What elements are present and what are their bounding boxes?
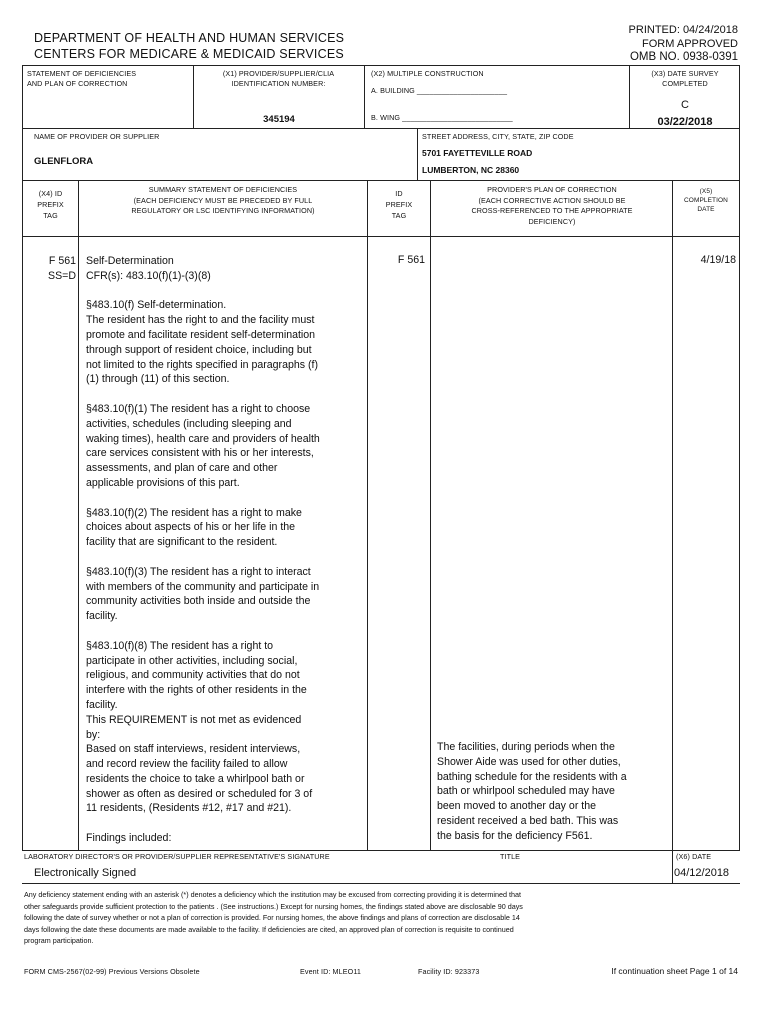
- right-border: [739, 65, 740, 850]
- signature-date-divider: [672, 850, 673, 883]
- building-label: A. BUILDING ______________________: [371, 86, 508, 95]
- signature-date-label: (X6) DATE: [676, 852, 712, 861]
- title-label: TITLE: [500, 852, 521, 861]
- x1-label: (X1) PROVIDER/SUPPLIER/CLIA IDENTIFICATION NUMBER:: [222, 69, 335, 88]
- plan-of-correction: The facilities, during periods when the Shower Aide was used for other duties, bathing schedule for the residents with a bath or whirlpool scheduled may have been moved to another day or the resident received a bed bath. This was the basis for the deficiency F561.: [437, 741, 627, 842]
- deficiency-tag: [26, 254, 76, 284]
- omb-number: OMB NO. 0938-0391: [629, 51, 738, 63]
- provider-number: 345194: [263, 114, 295, 125]
- provider-name: GLENFLORA: [34, 156, 94, 167]
- summary-statement: Self-Determination CFR(s): 483.10(f)(1)-(3)(8) §483.10(f) Self-determination. The resident has the right to and the facility must promote and facilitate resident self-determination through support of resident choice, including but not limited to the rights specified in paragraphs (f) (1) through (11) of this section. §483.10(f)(1) The resident has a right to choose activities, schedules (including sleeping and waking times), health care and providers of health care services consistent with his or her interests, assessments, and plan of care and other applicable provisions of this part. §483.10(f)(2) The resident has a right to make choices about aspects of his or her life in the facility that are significant to the resident. §483.10(f)(3) The resident has a right to interact with members of the community and participate in community activities both inside and outside the facility. §483.10(f)(8) The resident has a right to participate in other activities, including social, religious, and community activities that do not interfere with the rights of other residents in the facility. This REQUIREMENT is not met as evidenced by: Based on staff interviews, resident interviews, and record review the facility failed to allow residents the choice to take a whirlpool bath or shower as often as desired or scheduled for 3 of 11 residents, (Residents #12, #17 and #21). Findings included:: [86, 255, 320, 845]
- form-approved: FORM APPROVED: [642, 37, 738, 50]
- summary-column-header: SUMMARY STATEMENT OF DEFICIENCIES (EACH DEFICIENCY MUST BE PRECEDED BY FULL REGULATORY OR LSC IDENTIFYING INFORMATION): [131, 185, 315, 215]
- id-prefix-tag: F 561: [397, 254, 425, 266]
- info-top-border: [22, 65, 740, 66]
- agency-header: [34, 30, 344, 62]
- address-divider: [417, 128, 418, 180]
- column-header-border: [22, 236, 740, 237]
- agency-line-2: CENTERS FOR MEDICARE & MEDICAID SERVICES: [34, 47, 344, 61]
- x2-label: (X2) MULTIPLE CONSTRUCTION: [371, 69, 484, 78]
- address-line-2: LUMBERTON, NC 28360: [422, 165, 520, 175]
- x5-column-header: (X5) COMPLETION DATE: [684, 188, 728, 213]
- event-id: Event ID: MLEO11: [300, 967, 361, 976]
- disclaimer-text: Any deficiency statement ending with an asterisk (*) denotes a deficiency which the institution may be excused from correcting providing it is determined that other safeguards provide sufficient protection to the patients . (See instructions.) Except for nursing homes, the findings stated above are disclosable 90 days following the date of survey whether or not a plan of correction is provided. For nursing homes, the above findings and plans of correction are disclosable 14 days following the date these documents are made available to the facility. If deficiencies are cited, an approved plan of correction is requisite to continued program participation.: [24, 890, 523, 945]
- signature-top-border: [22, 850, 740, 851]
- tag-value: F 561: [48, 255, 76, 267]
- left-border: [22, 65, 23, 850]
- survey-type-code: C: [681, 99, 689, 111]
- signature-value: Electronically Signed: [34, 867, 137, 879]
- plan-column-header: PROVIDER'S PLAN OF CORRECTION (EACH CORRECTIVE ACTION SHOULD BE CROSS-REFERENCED TO THE APPROPRIATE DEFICIENCY): [471, 185, 633, 226]
- wing-label: B. WING ___________________________: [371, 113, 513, 122]
- info-mid-border: [22, 128, 740, 129]
- x3-label: (X3) DATE SURVEY COMPLETED: [651, 69, 719, 88]
- signature-label: LABORATORY DIRECTOR'S OR PROVIDER/SUPPLIER REPRESENTATIVE'S SIGNATURE: [24, 852, 330, 861]
- form-number: FORM CMS-2567(02-99) Previous Versions Obsolete: [24, 967, 200, 976]
- x4-column-header: (X4) ID PREFIX TAG: [37, 189, 64, 220]
- completion-date: 4/19/18: [700, 254, 736, 266]
- page-number: If continuation sheet Page 1 of 14: [611, 966, 738, 976]
- signature-date: 04/12/2018: [674, 867, 730, 879]
- col-divider-2: [367, 180, 368, 850]
- address-line-1: 5701 FAYETTEVILLE ROAD: [422, 148, 533, 158]
- info-bottom-border: [22, 180, 740, 181]
- x2-divider: [364, 65, 365, 128]
- col-divider-4: [672, 180, 673, 850]
- form-status-block: [629, 24, 738, 65]
- scope-severity: SS=D: [48, 269, 76, 282]
- signature-bottom-border: [22, 883, 740, 884]
- col-divider-3: [430, 180, 431, 850]
- printed-date: PRINTED: 04/24/2018: [628, 24, 738, 36]
- agency-line-1: DEPARTMENT OF HEALTH AND HUMAN SERVICES: [34, 31, 345, 45]
- address-label: STREET ADDRESS, CITY, STATE, ZIP CODE: [422, 132, 574, 141]
- col-divider-1: [78, 180, 79, 850]
- id-column-header: ID PREFIX TAG: [385, 189, 413, 220]
- provider-name-label: NAME OF PROVIDER OR SUPPLIER: [34, 132, 160, 141]
- statement-label: STATEMENT OF DEFICIENCIES AND PLAN OF CORRECTION: [27, 69, 137, 88]
- survey-date: 03/22/2018: [657, 116, 713, 128]
- facility-id: Facility ID: 923373: [418, 967, 480, 976]
